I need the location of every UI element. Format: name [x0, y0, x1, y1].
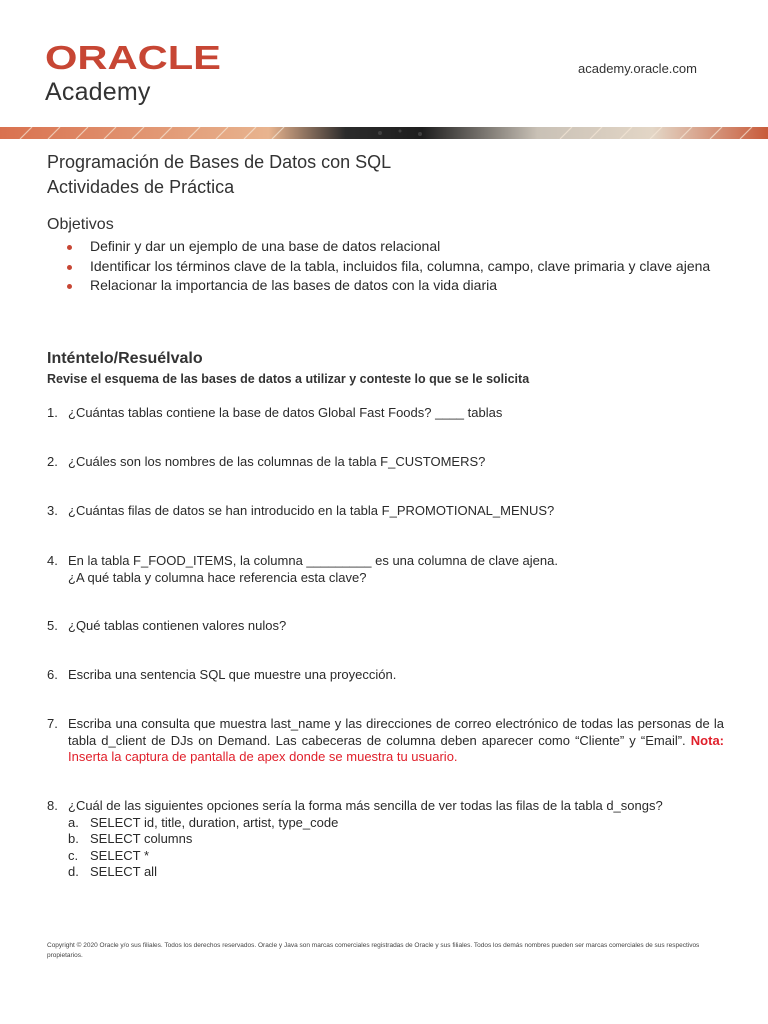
answer-option: a. SELECT id, title, duration, artist, type_code — [68, 814, 339, 830]
question-text: En la tabla F_FOOD_ITEMS, la columna _________ es una columna de clave ajena. — [68, 553, 558, 568]
answer-options — [68, 815, 724, 881]
answer-option: d. SELECT all — [68, 864, 157, 879]
question-text: ¿Qué tablas contienen valores nulos? — [68, 618, 287, 633]
question-number: 3. — [47, 503, 58, 518]
oracle-logo-wordmark — [45, 42, 223, 72]
objectives-heading: Objetivos — [47, 216, 114, 233]
list-item: Identificar los términos clave de la tabla, incluidos fila, columna, campo, clave primaria y clave ajena — [67, 258, 727, 276]
question-number: 4. — [47, 553, 58, 568]
practice-heading: Inténtelo/Resuélvalo — [47, 350, 203, 367]
bullet-icon — [67, 245, 72, 250]
activity-title: Actividades de Práctica — [47, 177, 235, 197]
question-1 — [47, 405, 724, 422]
question-7 — [47, 716, 724, 766]
logo-text: ORACLE — [45, 42, 221, 72]
note-label: Nota: — [690, 732, 724, 748]
copyright-footer: Copyright © 2020 Oracle y/o sus filiales. Todos los derechos reservados. Oracle y Java son marcas comerciales registradas de Oracle y sus filiales. Todos los demás nombres pueden ser marcas comerciales de sus respectivos propietarios. — [47, 942, 700, 959]
answer-option: b. SELECT columns — [68, 831, 193, 846]
question-number: 8. — [47, 798, 58, 813]
question-text: ¿Cuáles son los nombres de las columnas de la tabla F_CUSTOMERS? — [68, 454, 486, 469]
question-5 — [47, 618, 724, 635]
question-number: 2. — [47, 454, 58, 469]
question-2 — [47, 454, 724, 471]
question-text: Escriba una sentencia SQL que muestre una proyección. — [68, 667, 397, 682]
question-3 — [47, 503, 724, 520]
question-text: Escriba una consulta que muestra last_name y las direcciones de correo electrónico de todas las personas de la tabla d_client de DJs on Demand. Las cabeceras de columna deben aparecer como “Cliente” y “Email”. — [68, 716, 724, 748]
list-item: Definir y dar un ejemplo de una base de datos relacional — [67, 238, 727, 256]
question-number: 7. — [47, 716, 58, 731]
oracle-academy-logo — [45, 42, 223, 106]
course-title: Programación de Bases de Datos con SQL — [47, 152, 392, 172]
practice-subtitle: Revise el esquema de las bases de datos a utilizar y conteste lo que se le solicita — [47, 372, 530, 386]
question-text-followup: ¿A qué tabla y columna hace referencia esta clave? — [68, 569, 367, 585]
question-number: 1. — [47, 405, 58, 420]
answer-option: c. SELECT * — [68, 847, 150, 863]
question-number: 5. — [47, 618, 58, 633]
header-banner — [0, 127, 768, 139]
question-text: ¿Cuántas tablas contiene la base de datos Global Fast Foods? ____ tablas — [68, 405, 503, 420]
question-4 — [47, 553, 724, 586]
question-number: 6. — [47, 667, 58, 682]
note-text: Inserta la captura de pantalla de apex donde se muestra tu usuario. — [68, 749, 458, 764]
bullet-icon — [67, 265, 72, 270]
question-6 — [47, 667, 724, 684]
objectives-list — [67, 238, 727, 297]
academy-url[interactable]: academy.oracle.com — [578, 61, 697, 76]
question-text: ¿Cuál de las siguientes opciones sería la forma más sencilla de ver todas las filas de la tabla d_songs? — [68, 798, 663, 813]
question-text: ¿Cuántas filas de datos se han introducido en la tabla F_PROMOTIONAL_MENUS? — [68, 503, 555, 518]
page-title — [47, 150, 391, 200]
question-8 — [47, 798, 724, 881]
bullet-icon — [67, 284, 72, 289]
list-item: Relacionar la importancia de las bases de datos con la vida diaria — [67, 277, 727, 295]
academy-label: Academy — [45, 78, 151, 106]
